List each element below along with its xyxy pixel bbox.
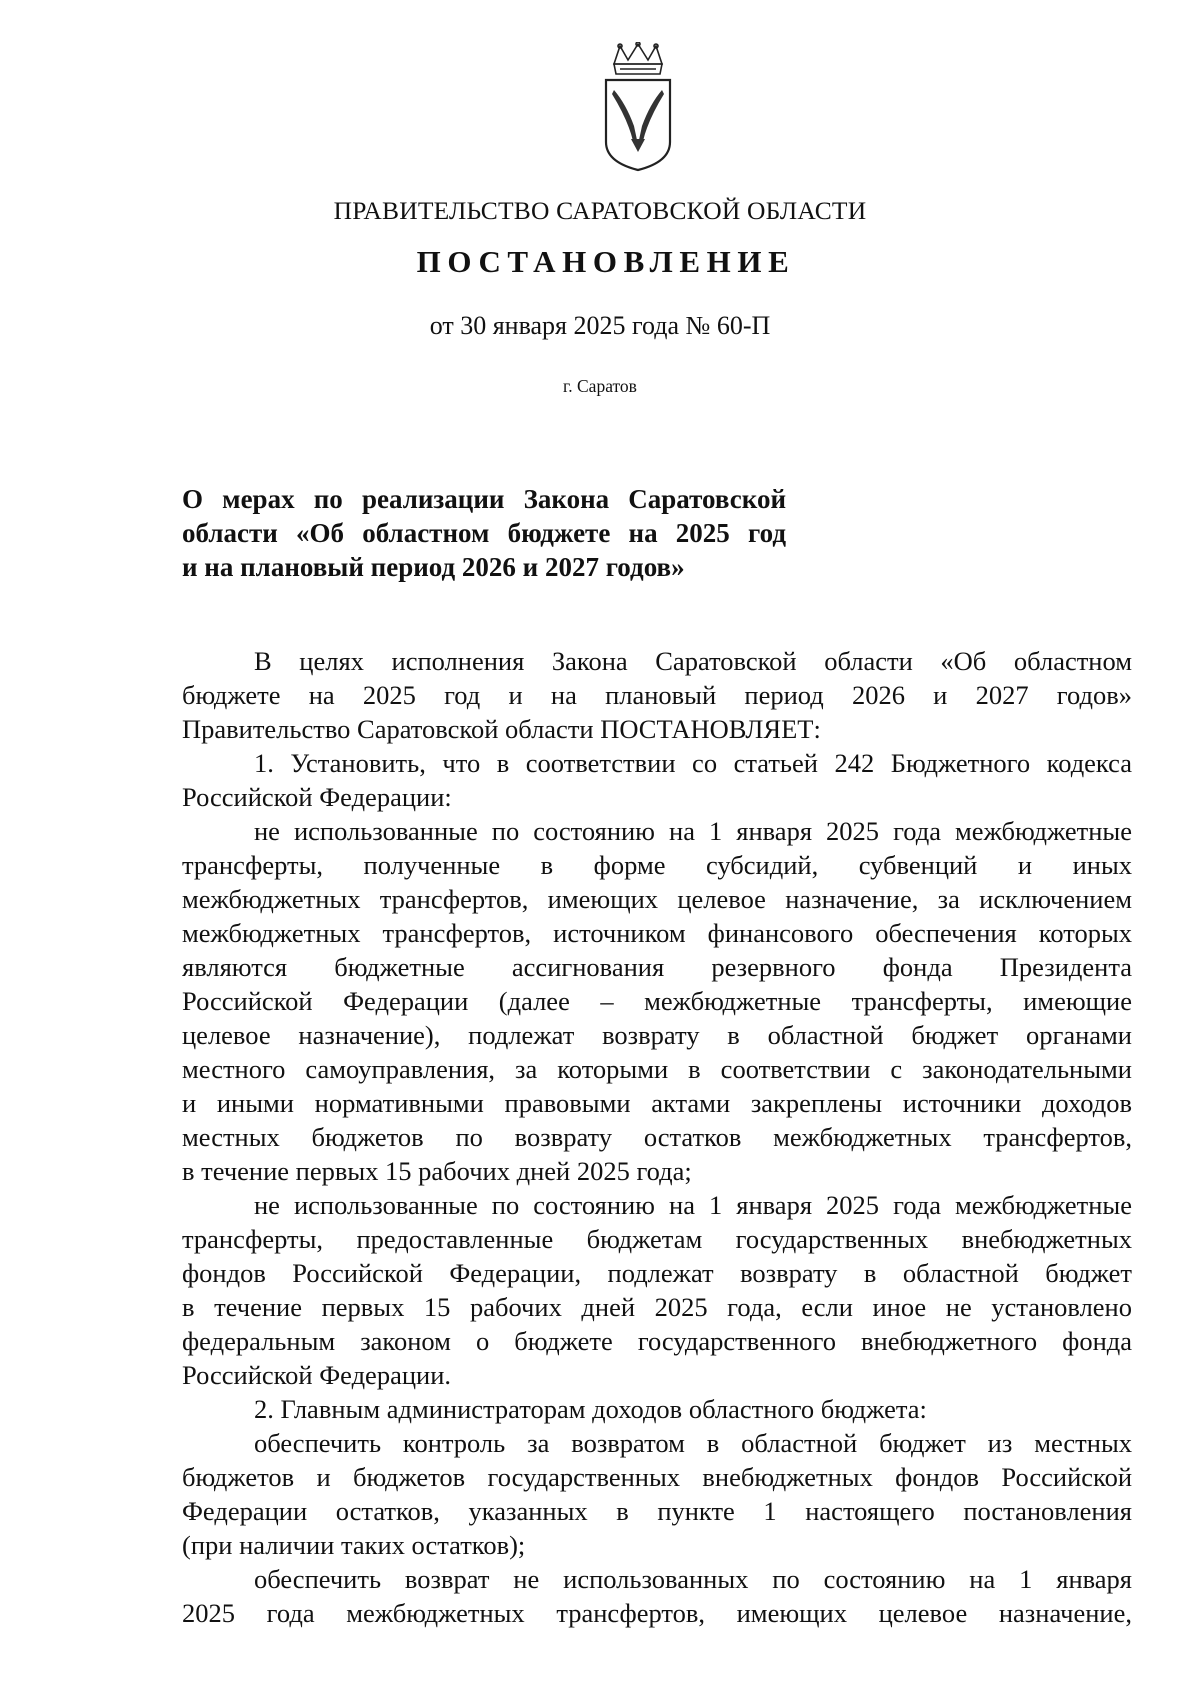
government-name: ПРАВИТЕЛЬСТВО САРАТОВСКОЙ ОБЛАСТИ [333, 196, 867, 225]
body-line: бюджетов и бюджетов государственных внебюджетных фондов Российской [182, 1462, 1132, 1492]
body-line: 2025 года межбюджетных трансфертов, имеющих целевое назначение, [182, 1598, 1132, 1628]
title-line: области «Об областном бюджете на 2025 год [182, 518, 786, 548]
body-line: целевое назначение), подлежат возврату в областной бюджет органами [182, 1020, 1132, 1050]
body-line: местного самоуправления, за которыми в соответствии с законодательными [182, 1054, 1132, 1084]
body-line: не использованные по состоянию на 1 января 2025 года межбюджетные [254, 816, 1132, 846]
body-line: 2. Главным администраторам доходов областного бюджета: [254, 1394, 927, 1424]
body-line: трансферты, полученные в форме субсидий, субвенций и иных [182, 850, 1132, 880]
body-line: 1. Установить, что в соответствии со статьей 242 Бюджетного кодекса [254, 748, 1132, 778]
document-body [182, 644, 1132, 1630]
body-line: Российской Федерации (далее – межбюджетные трансферты, имеющие [182, 986, 1132, 1016]
body-line: являются бюджетные ассигнования резервного фонда Президента [182, 952, 1132, 982]
document-city: г. Саратов [563, 376, 637, 396]
body-line: межбюджетных трансфертов, имеющих целевое назначение, за исключением [182, 884, 1132, 914]
body-line: межбюджетных трансфертов, источником финансового обеспечения которых [182, 918, 1132, 948]
body-line: в течение первых 15 рабочих дней 2025 года; [182, 1156, 692, 1186]
body-line: в течение первых 15 рабочих дней 2025 года, если иное не установлено [182, 1292, 1132, 1322]
body-line: трансферты, предоставленные бюджетам государственных внебюджетных [182, 1224, 1132, 1254]
document-type: ПОСТАНОВЛЕНИЕ [416, 244, 796, 279]
body-line: (при наличии таких остатков); [182, 1530, 526, 1560]
body-line: местных бюджетов по возврату остатков межбюджетных трансфертов, [182, 1122, 1132, 1152]
body-line: обеспечить контроль за возвратом в областной бюджет из местных [254, 1428, 1132, 1458]
body-line: В целях исполнения Закона Саратовской области «Об областном [254, 646, 1132, 676]
body-line: не использованные по состоянию на 1 января 2025 года межбюджетные [254, 1190, 1132, 1220]
body-line: Российской Федерации: [182, 782, 452, 812]
body-line: фондов Российской Федерации, подлежат возврату в областной бюджет [182, 1258, 1132, 1288]
body-line: Федерации остатков, указанных в пункте 1 настоящего постановления [182, 1496, 1132, 1526]
title-line: и на плановый период 2026 и 2027 годов» [182, 552, 685, 582]
document-date-number: от 30 января 2025 года № 60-П [429, 311, 771, 340]
document-title [182, 482, 786, 584]
body-line: и иными нормативными правовыми актами закреплены источники доходов [182, 1088, 1132, 1118]
body-line: федеральным законом о бюджете государственного внебюджетного фонда [182, 1326, 1132, 1356]
body-line: бюджете на 2025 год и на плановый период 2026 и 2027 годов» [182, 680, 1132, 710]
body-line: Правительство Саратовской области ПОСТАНОВЛЯЕТ: [182, 714, 821, 744]
body-line: Российской Федерации. [182, 1360, 451, 1390]
title-line: О мерах по реализации Закона Саратовской [182, 484, 786, 514]
coat-of-arms-icon [600, 42, 676, 172]
body-line: обеспечить возврат не использованных по состоянию на 1 января [254, 1564, 1132, 1594]
